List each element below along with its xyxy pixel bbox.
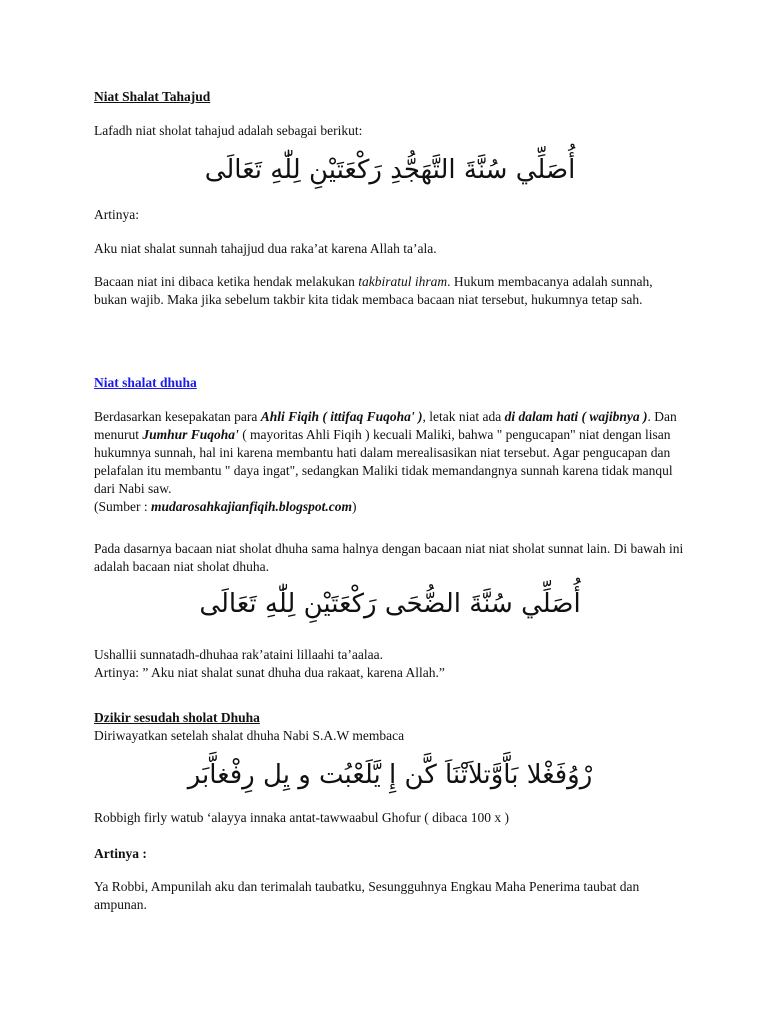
dzikir-arabic-text: رْوُفَغْلا بَاَّوَّتلاَتْنَاَ كَّن إِ يَّلَعْبُت و يِل رِفْغاَّبَر xyxy=(187,760,593,790)
dhuha-p1-d: di dalam hati ( wajibnya ) xyxy=(504,409,648,424)
dhuha-p1-b: Ahli Fiqih ( ittifaq Fuqoha' ) xyxy=(260,409,423,424)
tahajud-intro: Lafadh niat sholat tahajud adalah sebagai berikut: xyxy=(94,123,363,138)
dhuha-transliteration: Ushallii sunnatadh-dhuhaa rak’ataini lillaahi ta’aalaa. xyxy=(94,647,384,662)
tahajud-translation: Aku niat shalat sunnah tahajjud dua raka’at karena Allah ta’ala. xyxy=(94,241,437,256)
dhuha-p1-a: Berdasarkan kesepakatan para xyxy=(94,409,261,424)
tahajud-artinya-label: Artinya: xyxy=(94,207,139,222)
dhuha-p1-e: . Dan menurut xyxy=(94,409,677,442)
dhuha-p1-g: ( mayoritas Ahli Fiqih ) kecuali Maliki, bahwa " pengucapan" niat dengan lisan hukumnya sunnah, hal ini karena membantu hati dalam merealisasikan niat tersebut. Agar pengucapan dan pelafalan itu membantu " daya ingat", sedangkan Maliki tidak memandangnya sunnah karena tidak manqul dari Nabi saw. xyxy=(94,427,673,496)
dhuha-p1-c: , letak niat ada xyxy=(422,409,505,424)
dhuha-source-suffix: ) xyxy=(352,499,357,514)
dhuha-paragraph-2: Pada dasarnya bacaan niat sholat dhuha sama halnya dengan bacaan niat niat sholat sunnat lain. Di bawah ini adalah bacaan niat sholat dhuha. xyxy=(94,541,684,574)
tahajud-arabic-text: أُصَلِّي سُنَّةَ التَّهَجُّدِ رَكْعَتَيْنِ لِلّٰهِ تَعَالَى xyxy=(204,155,576,185)
tahajud-note-part2: . Hukum membacanya adalah sunnah, bukan wajib. Maka jika sebelum takbir kita tidak membaca bacaan niat tersebut, hukumnya tetap sah. xyxy=(94,274,653,307)
tahajud-note xyxy=(94,273,684,309)
dhuha-arabic-text: أُصَلِّي سُنَّةَ الضُّحَى رَكْعَتَيْنِ لِلّٰهِ تَعَالَى xyxy=(199,589,581,619)
dzikir-intro: Diriwayatkan setelah shalat dhuha Nabi S.A.W membaca xyxy=(94,728,405,743)
tahajud-note-italic: takbiratul ihram xyxy=(358,274,448,289)
dhuha-heading xyxy=(94,374,684,392)
dhuha-p1-f: Jumhur Fuqoha' xyxy=(142,427,239,442)
heading-niat-tahajud: Niat Shalat Tahajud xyxy=(94,89,211,104)
dhuha-source-prefix: (Sumber : xyxy=(94,499,151,514)
dzikir-translation: Ya Robbi, Ampunilah aku dan terimalah taubatku, Sesungguhnya Engkau Maha Penerima taubat dan ampunan. xyxy=(94,879,640,912)
heading-dzikir-dhuha: Dzikir sesudah sholat Dhuha xyxy=(94,710,260,725)
dzikir-transliteration: Robbigh firly watub ‘alayya innaka antat-tawwaabul Ghofur ( dibaca 100 x ) xyxy=(94,810,509,825)
dzikir-artinya-label: Artinya : xyxy=(94,846,147,861)
dhuha-source: mudarosahkajianfiqih.blogspot.com xyxy=(151,499,353,514)
dhuha-paragraph-1 xyxy=(94,408,684,516)
link-niat-dhuha[interactable]: Niat shalat dhuha xyxy=(94,375,197,390)
dhuha-translation: Artinya: ” Aku niat shalat sunat dhuha dua rakaat, karena Allah.” xyxy=(94,665,445,680)
tahajud-note-part1: Bacaan niat ini dibaca ketika hendak melakukan xyxy=(94,274,359,289)
